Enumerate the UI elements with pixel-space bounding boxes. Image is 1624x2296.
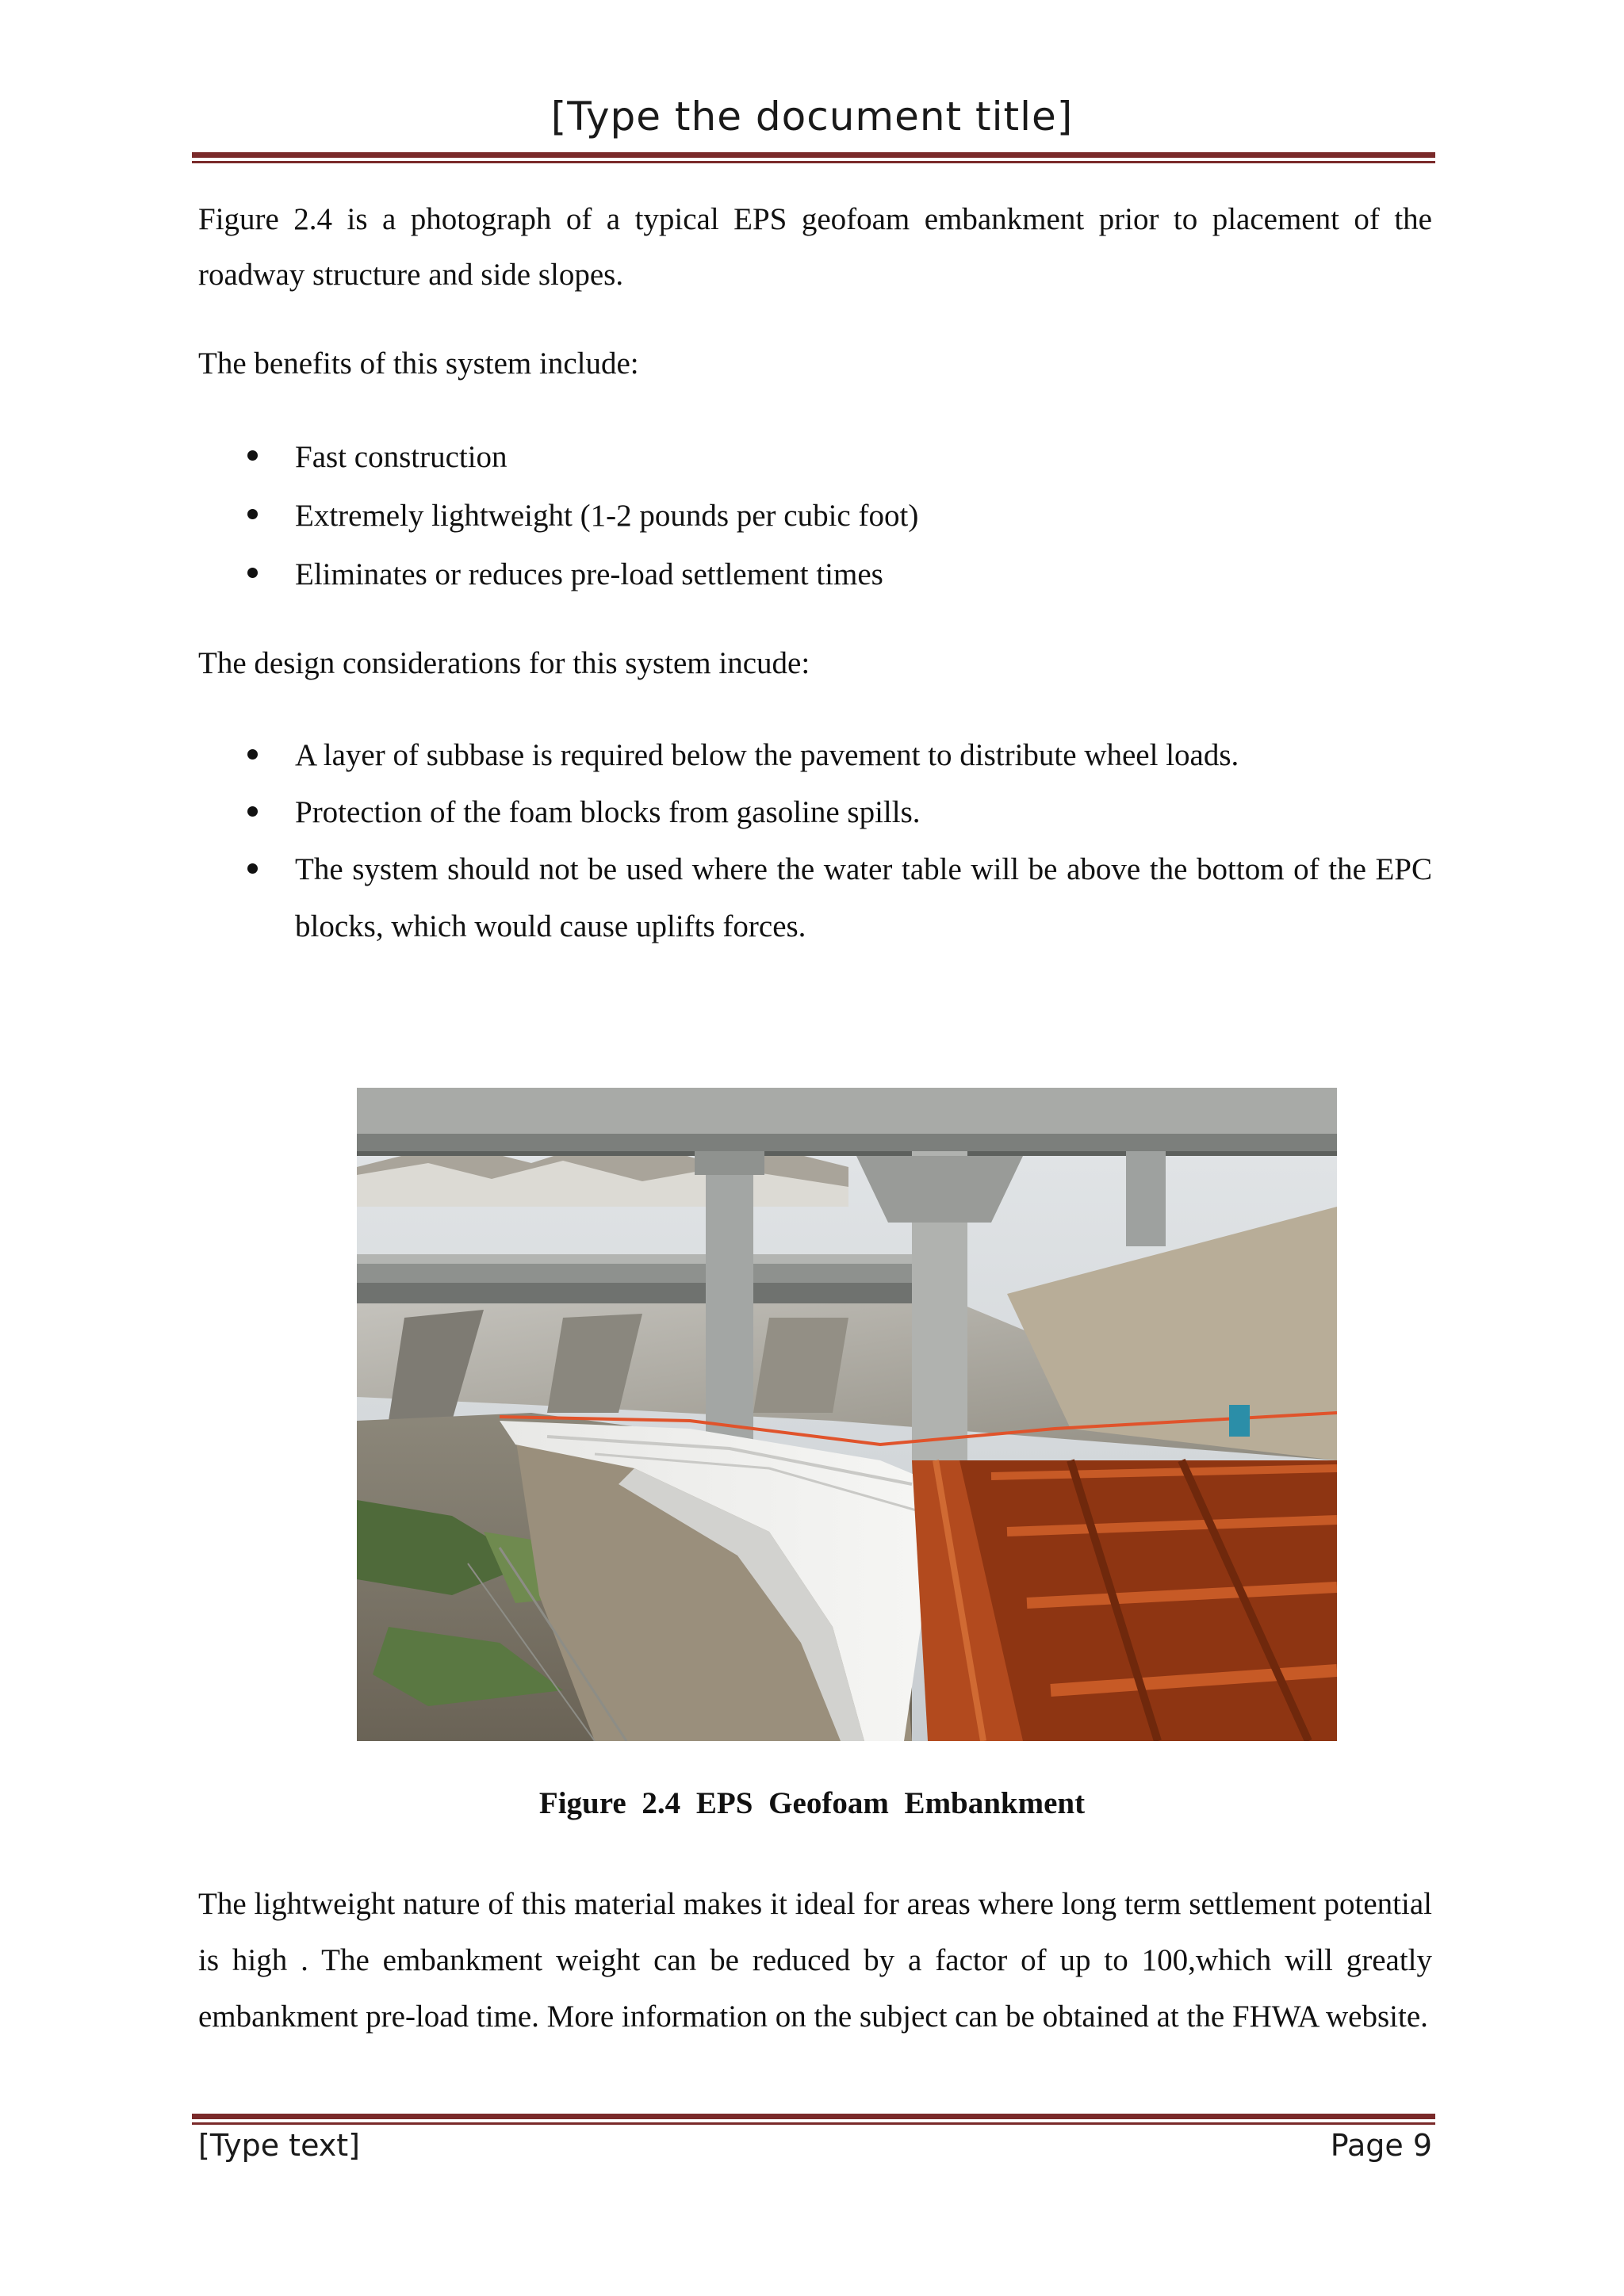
- list-item: [198, 545, 1432, 604]
- geofoam-embankment-photo: [357, 1088, 1337, 1741]
- design-considerations-list: [198, 727, 1432, 955]
- figure-caption: Figure 2.4 EPS Geofoam Embankment: [538, 1786, 1086, 1820]
- bullet-icon: [247, 863, 258, 874]
- list-item: [198, 784, 1432, 841]
- bullet-icon: [247, 568, 258, 578]
- bullet-icon: [247, 509, 258, 519]
- list-item: [198, 428, 1432, 487]
- page-number: Page 9: [1330, 2128, 1432, 2163]
- list-item-text: Eliminates or reduces pre-load settlement times: [295, 557, 883, 591]
- bullet-icon: [247, 749, 258, 760]
- list-item-text: Protection of the foam blocks from gasoline spills.: [295, 795, 921, 829]
- bullet-icon: [247, 806, 258, 817]
- footer-rule: [192, 2114, 1435, 2125]
- list-item-text: A layer of subbase is required below the pavement to distribute wheel loads.: [295, 738, 1239, 772]
- list-item: [198, 487, 1432, 545]
- design-intro: The design considerations for this system incude:: [198, 646, 810, 680]
- list-item: [198, 727, 1432, 784]
- bullet-icon: [247, 450, 258, 461]
- list-item-text: Fast construction: [295, 440, 508, 474]
- list-item-text: The system should not be used where the water table will be above the bottom of the EPC blocks, which would cause uplifts forces.: [295, 852, 1432, 943]
- closing-paragraph: The lightweight nature of this material makes it ideal for areas where long term settlement potential is high . The embankment weight can be reduced by a factor of up to 100,which will greatly embankment pre-load time. More information on the subject can be obtained at the FHWA website.: [198, 1887, 1432, 2034]
- header-rule: [192, 152, 1435, 163]
- benefits-intro: The benefits of this system include:: [198, 346, 639, 381]
- list-item-text: Extremely lightweight (1-2 pounds per cubic foot): [295, 499, 919, 533]
- footer-text: [Type text]: [198, 2128, 361, 2163]
- intro-paragraph: Figure 2.4 is a photograph of a typical EPS geofoam embankment prior to placement of the roadway structure and side slopes.: [198, 202, 1432, 292]
- benefits-list: [198, 428, 1432, 604]
- document-title: [Type the document title]: [550, 94, 1074, 140]
- list-item: [198, 841, 1432, 955]
